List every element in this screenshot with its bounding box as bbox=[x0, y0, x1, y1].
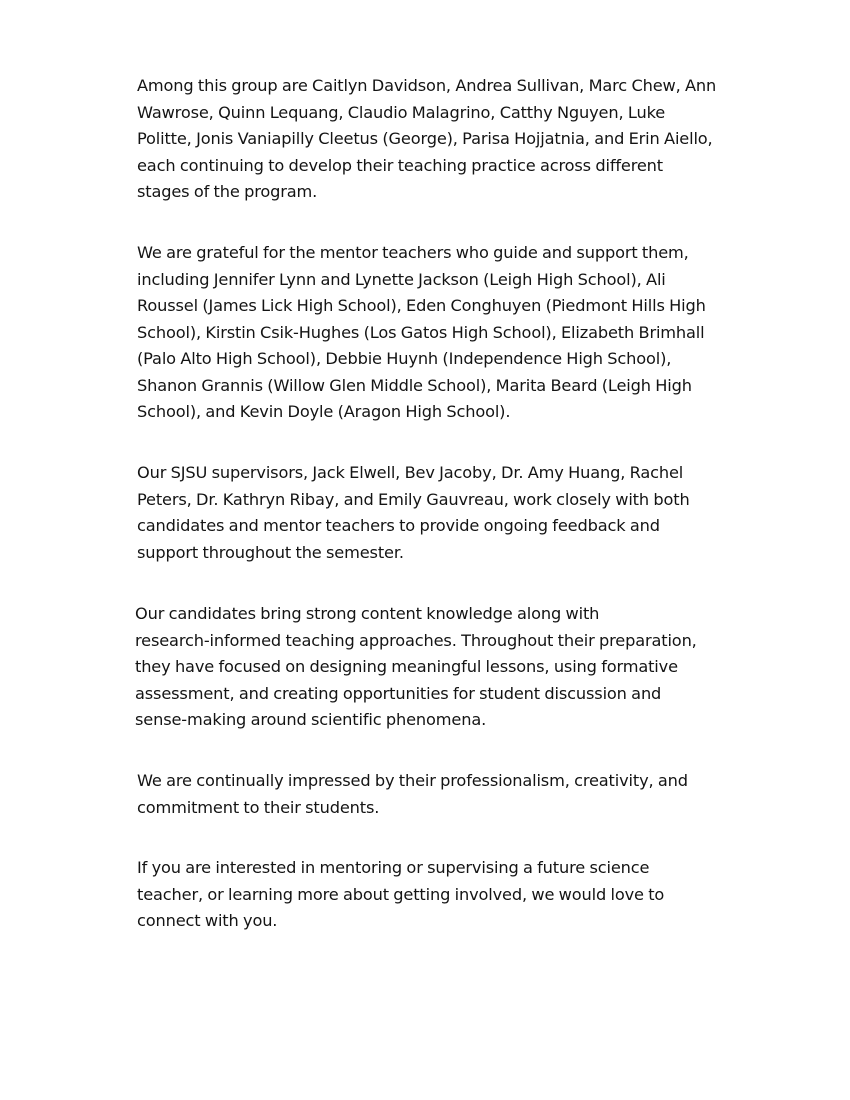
text-line: commitment to their students. bbox=[137, 797, 380, 817]
text-line: If you are interested in mentoring or supervising a future science bbox=[137, 858, 650, 877]
text-line: We are continually impressed by their professionalism, creativity, and bbox=[137, 771, 688, 790]
text-line: assessment, and creating opportunities for student discussion and bbox=[135, 683, 662, 703]
text-line: they have focused on designing meaningful lessons, using formative bbox=[135, 657, 678, 676]
text-line: Our candidates bring strong content knowledge along with bbox=[135, 604, 600, 623]
text-line: sense-making around scientific phenomena. bbox=[135, 710, 487, 729]
text-line: each continuing to develop their teaching practice across different bbox=[137, 155, 663, 175]
paragraph-impressed bbox=[137, 768, 727, 821]
text-line: Among this group are Caitlyn Davidson, Andrea Sullivan, Marc Chew, Ann bbox=[137, 76, 717, 95]
text-line: School), and Kevin Doyle (Aragon High School). bbox=[137, 402, 511, 421]
text-line: teacher, or learning more about getting involved, we would love to bbox=[137, 884, 665, 904]
text-line: Wawrose, Quinn Lequang, Claudio Malagrino, Catthy Nguyen, Luke bbox=[137, 102, 666, 122]
text-line: research-informed teaching approaches. Throughout their preparation, bbox=[135, 630, 697, 650]
paragraph-get-involved bbox=[137, 855, 727, 935]
text-line: stages of the program. bbox=[137, 182, 318, 201]
text-line: We are grateful for the mentor teachers who guide and support them, bbox=[137, 243, 689, 262]
text-line: Shanon Grannis (Willow Glen Middle School), Marita Beard (Leigh High bbox=[137, 375, 692, 395]
text-line: support throughout the semester. bbox=[137, 542, 404, 562]
paragraph-content-knowledge bbox=[135, 601, 725, 734]
text-line: Politte, Jonis Vaniapilly Cleetus (George), Parisa Hojjatnia, and Erin Aiello, bbox=[137, 129, 713, 148]
paragraph-mentor-teachers bbox=[137, 240, 727, 426]
text-line: connect with you. bbox=[137, 911, 278, 930]
paragraph-candidates bbox=[137, 73, 727, 206]
paragraph-supervisors bbox=[137, 460, 727, 566]
text-line: School), Kirstin Csik-Hughes (Los Gatos High School), Elizabeth Brimhall bbox=[137, 322, 705, 342]
text-line: (Palo Alto High School), Debbie Huynh (Independence High School), bbox=[137, 349, 672, 368]
text-line: candidates and mentor teachers to provide ongoing feedback and bbox=[137, 516, 660, 535]
text-line: including Jennifer Lynn and Lynette Jackson (Leigh High School), Ali bbox=[137, 269, 666, 289]
text-line: Our SJSU supervisors, Jack Elwell, Bev Jacoby, Dr. Amy Huang, Rachel bbox=[137, 463, 684, 482]
text-line: Peters, Dr. Kathryn Ribay, and Emily Gauvreau, work closely with both bbox=[137, 489, 690, 509]
text-line: Roussel (James Lick High School), Eden Conghuyen (Piedmont Hills High bbox=[137, 296, 706, 315]
